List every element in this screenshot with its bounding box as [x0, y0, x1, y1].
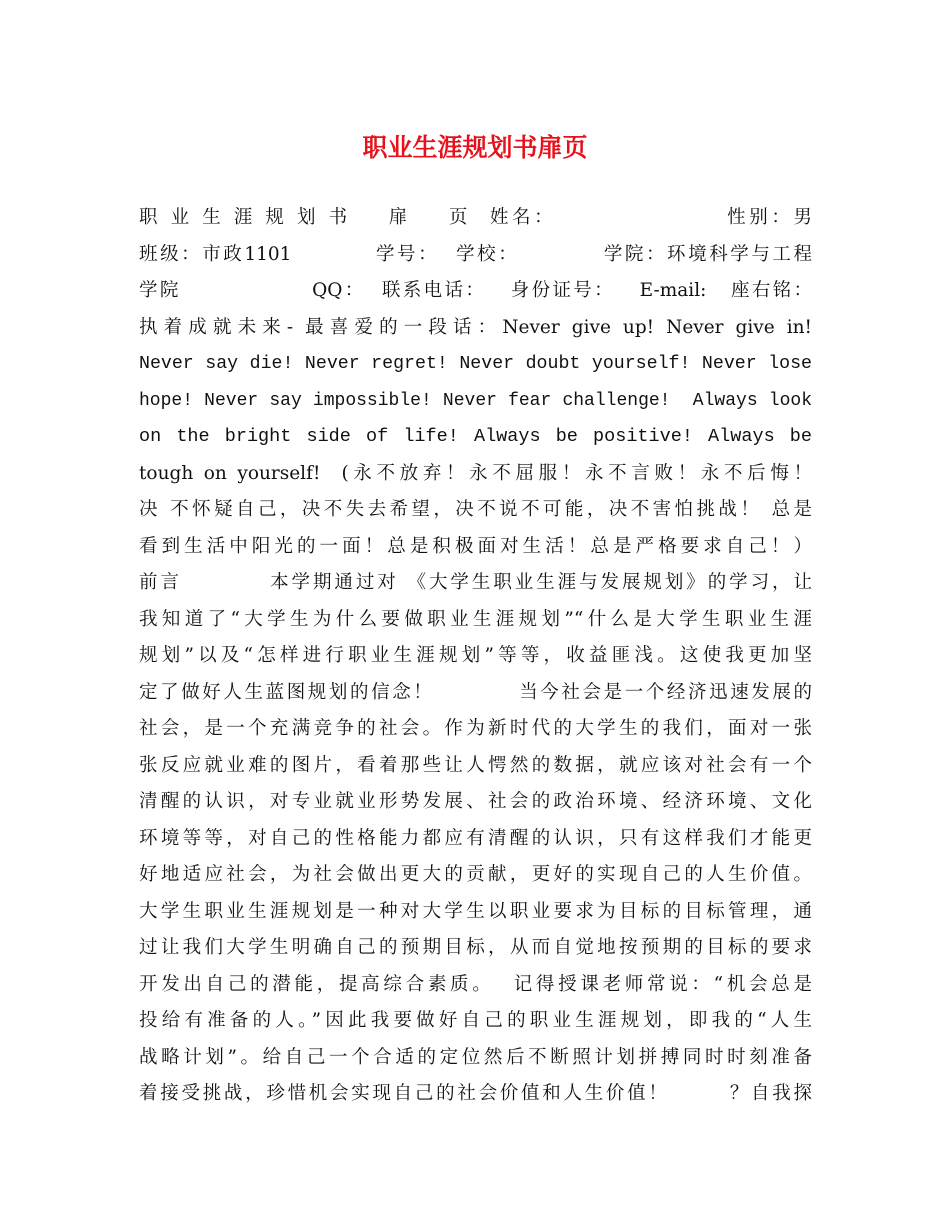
body-line: 开发出自己的潜能，提高综合素质。 记得授课老师常说：“机会总是	[139, 973, 812, 995]
document-title: 职业生涯规划书扉页	[362, 133, 588, 162]
body-line: 看到生活中阳光的一面！总是积极面对生活！总是严格要求自己！）	[139, 535, 812, 557]
body-line: on the bright side of life! Always be positive! Always be	[139, 426, 812, 447]
body-line: 规划”以及“怎样进行职业生涯规划”等等，收益匪浅。这使我更加坚	[139, 645, 812, 666]
body-line: 执着成就未来- 最喜爱的一段话：Never give up! Never give in!	[139, 316, 812, 338]
body-line: 我知道了“大学生为什么要做职业生涯规划”“什么是大学生职业生涯	[139, 608, 812, 630]
body-line: 着接受挑战，珍惜机会实现自己的社会价值和人生价值！ ？自我探	[139, 1083, 812, 1104]
body-line: 投给有准备的人。”因此我要做好自己的职业生涯规划，即我的“人生	[139, 1010, 812, 1031]
body-line: 张反应就业难的图片，看着那些让人愕然的数据，就应该对社会有一个	[139, 754, 812, 776]
body-line: 大学生职业生涯规划是一种对大学生以职业要求为目标的目标管理，通	[139, 900, 812, 922]
body-line: hope! Never say impossible! Never fear challenge! Always look	[139, 390, 812, 411]
body-line: 清醒的认识，对专业就业形势发展、社会的政治环境、经济环境、文化	[139, 791, 812, 812]
body-line: 决 不怀疑自己，决不失去希望，决不说不可能，决不害怕挑战！ 总是	[139, 499, 812, 520]
document-body	[139, 200, 812, 1113]
body-line: 职 业 生 涯 规 划 书 扉 页 姓名： 性别：男	[139, 207, 812, 228]
body-line: 环境等等，对自己的性格能力都应有清醒的认识，只有这样我们才能更	[139, 827, 812, 849]
body-line: 过让我们大学生明确自己的预期目标，从而自觉地按预期的目标的要求	[139, 937, 812, 958]
body-line: 好地适应社会，为社会做出更大的贡献，更好的实现自己的人生价值。	[139, 864, 812, 885]
body-line: 战略计划”。给自己一个合适的定位然后不断照计划拼搏同时时刻准备	[139, 1046, 812, 1068]
body-line: 学院 QQ： 联系电话： 身份证号： E-mail: 座右铭：	[139, 280, 812, 301]
body-line: 班级：市政1101 学号： 学校： 学院：环境科学与工程	[139, 243, 812, 265]
body-line: 社会，是一个充满竞争的社会。作为新时代的大学生的我们，面对一张	[139, 718, 812, 739]
body-line: 前言 本学期通过对 《大学生职业生涯与发展规划》的学习，让	[139, 572, 812, 593]
body-line: tough on yourself! (永不放弃！永不屈服！永不言败！永不后悔！	[139, 462, 812, 484]
body-line: 定了做好人生蓝图规划的信念！ 当今社会是一个经济迅速发展的	[139, 681, 812, 703]
body-line: Never say die! Never regret! Never doubt yourself! Never lose	[139, 354, 812, 374]
